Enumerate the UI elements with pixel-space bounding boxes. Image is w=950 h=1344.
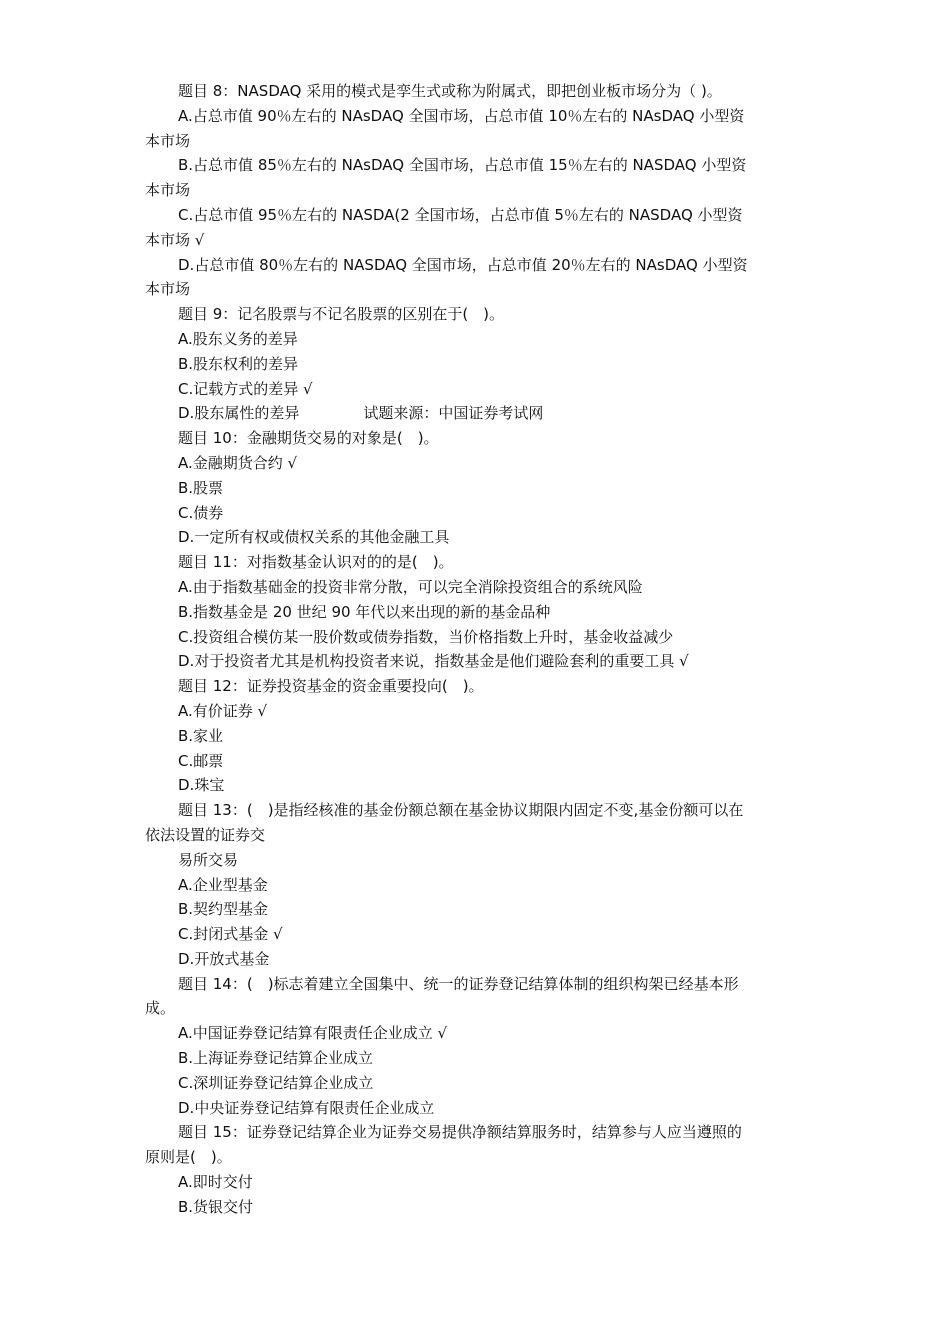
- question-14-title: 题目 14：( )标志着建立全国集中、统一的证券登记结算体制的组织构架已经基本形: [178, 974, 739, 993]
- question-13-title-continued: 依法设置的证券交: [145, 825, 266, 844]
- question-11-option-d: D.对于投资者尤其是机构投资者来说，指数基金是他们避险套利的重要工具 √: [178, 652, 689, 671]
- question-10-option-b: B.股票: [178, 478, 224, 497]
- question-10-option-c: C.债券: [178, 503, 224, 522]
- question-15-title: 题目 15：证券登记结算企业为证券交易提供净额结算服务时，结算参与人应当遵照的: [178, 1123, 742, 1142]
- question-12-option-b: B.家业: [178, 726, 224, 745]
- question-11-option-a: A.由于指数基础金的投资非常分散，可以完全消除投资组合的系统风险: [178, 577, 643, 596]
- question-14-title-continued: 成。: [145, 999, 176, 1018]
- question-10-option-d: D.一定所有权或债权关系的其他金融工具: [178, 528, 450, 547]
- question-13-option-c: C.封闭式基金 √: [178, 925, 283, 944]
- question-8-option-d: D.占总市值 80％左右的 NASDAQ 全国市场，占总市值 20％左右的 NAsDAQ 小型资: [178, 255, 748, 274]
- question-10-title: 题目 10：金融期货交易的对象是( )。: [178, 429, 439, 448]
- question-14-option-c: C.深圳证券登记结算企业成立: [178, 1073, 374, 1092]
- question-13-option-d: D.开放式基金: [178, 949, 270, 968]
- question-10-option-a: A.金融期货合约 √: [178, 453, 298, 472]
- question-13-option-b: B.契约型基金: [178, 900, 269, 919]
- question-12-option-d: D.珠宝: [178, 776, 225, 795]
- question-9-option-a: A.股东义务的差异: [178, 329, 298, 348]
- question-8-option-c-continued: 本市场 √: [145, 230, 205, 249]
- question-8-title: 题目 8：NASDAQ 采用的模式是孪生式或称为附属式，即把创业板市场分为（ )。: [178, 82, 722, 100]
- question-source-note: 试题来源：中国证券考试网: [363, 404, 544, 423]
- question-11-option-b: B.指数基金是 20 世纪 90 年代以来出现的新的基金品种: [178, 602, 551, 621]
- question-13-title-continued-2: 易所交易: [178, 850, 239, 869]
- question-8-option-d-continued: 本市场: [145, 280, 191, 299]
- question-15-option-b: B.货银交付: [178, 1197, 254, 1216]
- question-8-option-c: C.占总市值 95％左右的 NASDA(2 全国市场，占总市值 5％左右的 NASDAQ 小型资: [178, 205, 743, 224]
- question-15-option-a: A.即时交付: [178, 1173, 253, 1192]
- document-body: [145, 79, 807, 1220]
- question-8-option-a-continued: 本市场: [145, 131, 191, 150]
- question-11-option-c: C.投资组合模仿某一股价数或债券指数，当价格指数上升时，基金收益减少: [178, 627, 674, 646]
- question-9-option-b: B.股东权利的差异: [178, 354, 299, 373]
- question-14-option-a: A.中国证券登记结算有限责任企业成立 √: [178, 1024, 448, 1043]
- question-8-option-b-continued: 本市场: [145, 181, 191, 200]
- question-14-option-b: B.上海证券登记结算企业成立: [178, 1049, 374, 1068]
- question-12-option-c: C.邮票: [178, 751, 224, 770]
- question-11-title: 题目 11：对指数基金认识对的的是( )。: [178, 553, 454, 572]
- question-9-option-d-row: [145, 401, 807, 426]
- question-9-option-c: C.记载方式的差异 √: [178, 379, 313, 398]
- question-12-option-a: A.有价证券 √: [178, 701, 268, 720]
- question-14-option-d: D.中央证券登记结算有限责任企业成立: [178, 1098, 435, 1117]
- question-13-title: 题目 13：( )是指经核准的基金份额总额在基金协议期限内固定不变,基金份额可以在: [178, 801, 744, 820]
- question-9-option-d: D.股东属性的差异: [178, 404, 300, 423]
- question-8-option-a: A.占总市值 90％左右的 NAsDAQ 全国市场，占总市值 10％左右的 NAsDAQ 小型资: [178, 106, 745, 125]
- question-9-title: 题目 9：记名股票与不记名股票的区别在于( )。: [178, 305, 505, 324]
- question-15-title-continued: 原则是( )。: [145, 1148, 232, 1167]
- question-8-option-b: B.占总市值 85％左右的 NAsDAQ 全国市场，占总市值 15％左右的 NASDAQ 小型资: [178, 156, 747, 175]
- question-12-title: 题目 12：证券投资基金的资金重要投向( )。: [178, 677, 484, 696]
- question-13-option-a: A.企业型基金: [178, 875, 268, 894]
